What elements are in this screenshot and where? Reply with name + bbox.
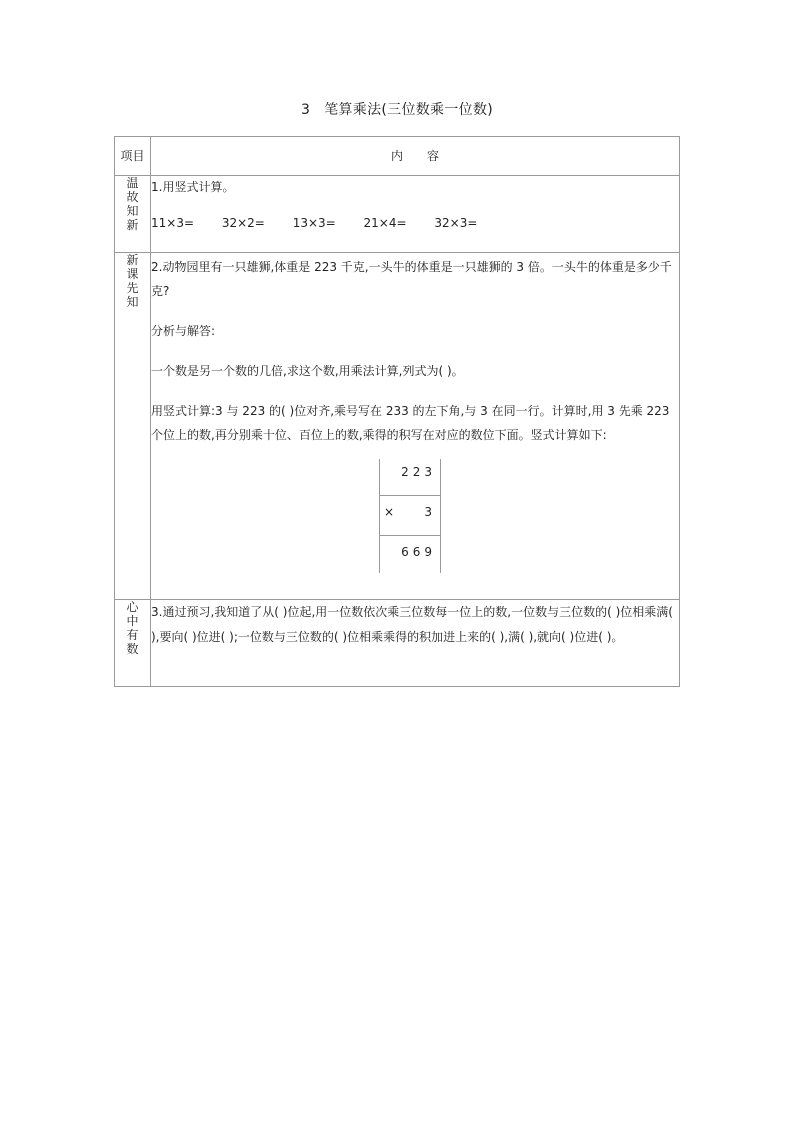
problem-text: 2.动物园里有一只雄狮,体重是 223 千克,一头牛的体重是一只雄狮的 3 倍。一头牛的体重是多少千克? <box>151 260 672 298</box>
vertical-result: 669 <box>401 545 436 559</box>
expression-item: 32×3= <box>434 216 478 230</box>
vertical-result-rule <box>380 535 440 536</box>
header-content-label-b: 容 <box>427 149 440 163</box>
summary-label-cell <box>115 600 151 687</box>
review-label: 温故知新 <box>126 176 139 232</box>
header-content-label-a: 内 <box>390 149 403 163</box>
expression-item: 32×2= <box>221 216 265 230</box>
review-content-cell <box>151 176 680 253</box>
summary-row <box>115 600 680 687</box>
review-row <box>115 176 680 253</box>
section-title: 笔算乘法(三位数乘一位数) <box>324 102 494 118</box>
newlesson-row <box>115 253 680 600</box>
vertical-explanation: 用竖式计算:3 与 223 的( )位对齐,乘号写在 233 的左下角,与 3 在同一行。计算时,用 3 先乘 223 个位上的数,再分别乘十位、百位上的数,乘得的积写在对应的数位下面。竖式计算如下: <box>151 404 670 442</box>
review-instruction: 1.用竖式计算。 <box>151 180 235 194</box>
expression-item: 21×4= <box>363 216 407 230</box>
expression-list <box>151 214 679 232</box>
review-label-cell <box>115 176 151 253</box>
header-item-cell <box>115 137 151 176</box>
analysis-heading: 分析与解答: <box>151 324 216 338</box>
header-content-cell <box>151 137 680 176</box>
equation-sentence: 一个数是另一个数的几倍,求这个数,用乘法计算,列式为( )。 <box>151 364 464 378</box>
summary-content-cell <box>151 600 680 687</box>
multiply-sign: × <box>384 505 395 519</box>
section-number: 3 <box>300 102 311 118</box>
expression-item: 13×3= <box>292 216 336 230</box>
newlesson-content-cell <box>151 253 680 600</box>
vertical-multiplier: 3 <box>424 505 436 519</box>
vertical-rule <box>380 495 440 496</box>
header-item-label: 项目 <box>120 149 145 163</box>
lesson-table <box>114 136 680 687</box>
vertical-top-number: 223 <box>401 465 436 479</box>
newlesson-label-cell <box>115 253 151 600</box>
expression-item: 11×3= <box>151 216 195 230</box>
vertical-calculation <box>379 459 441 573</box>
page-title <box>0 99 794 119</box>
newlesson-label: 新课先知 <box>126 253 139 309</box>
summary-text: 3.通过预习,我知道了从( )位起,用一位数依次乘三位数每一位上的数,一位数与三位数的( )位相乘满( ),要向( )位进( );一位数与三位数的( )位相乘乘得的积加进上来的( ),满( ),就向( )位进( )。 <box>151 605 673 644</box>
summary-label: 心中有数 <box>126 600 139 656</box>
table-header-row <box>115 137 680 176</box>
